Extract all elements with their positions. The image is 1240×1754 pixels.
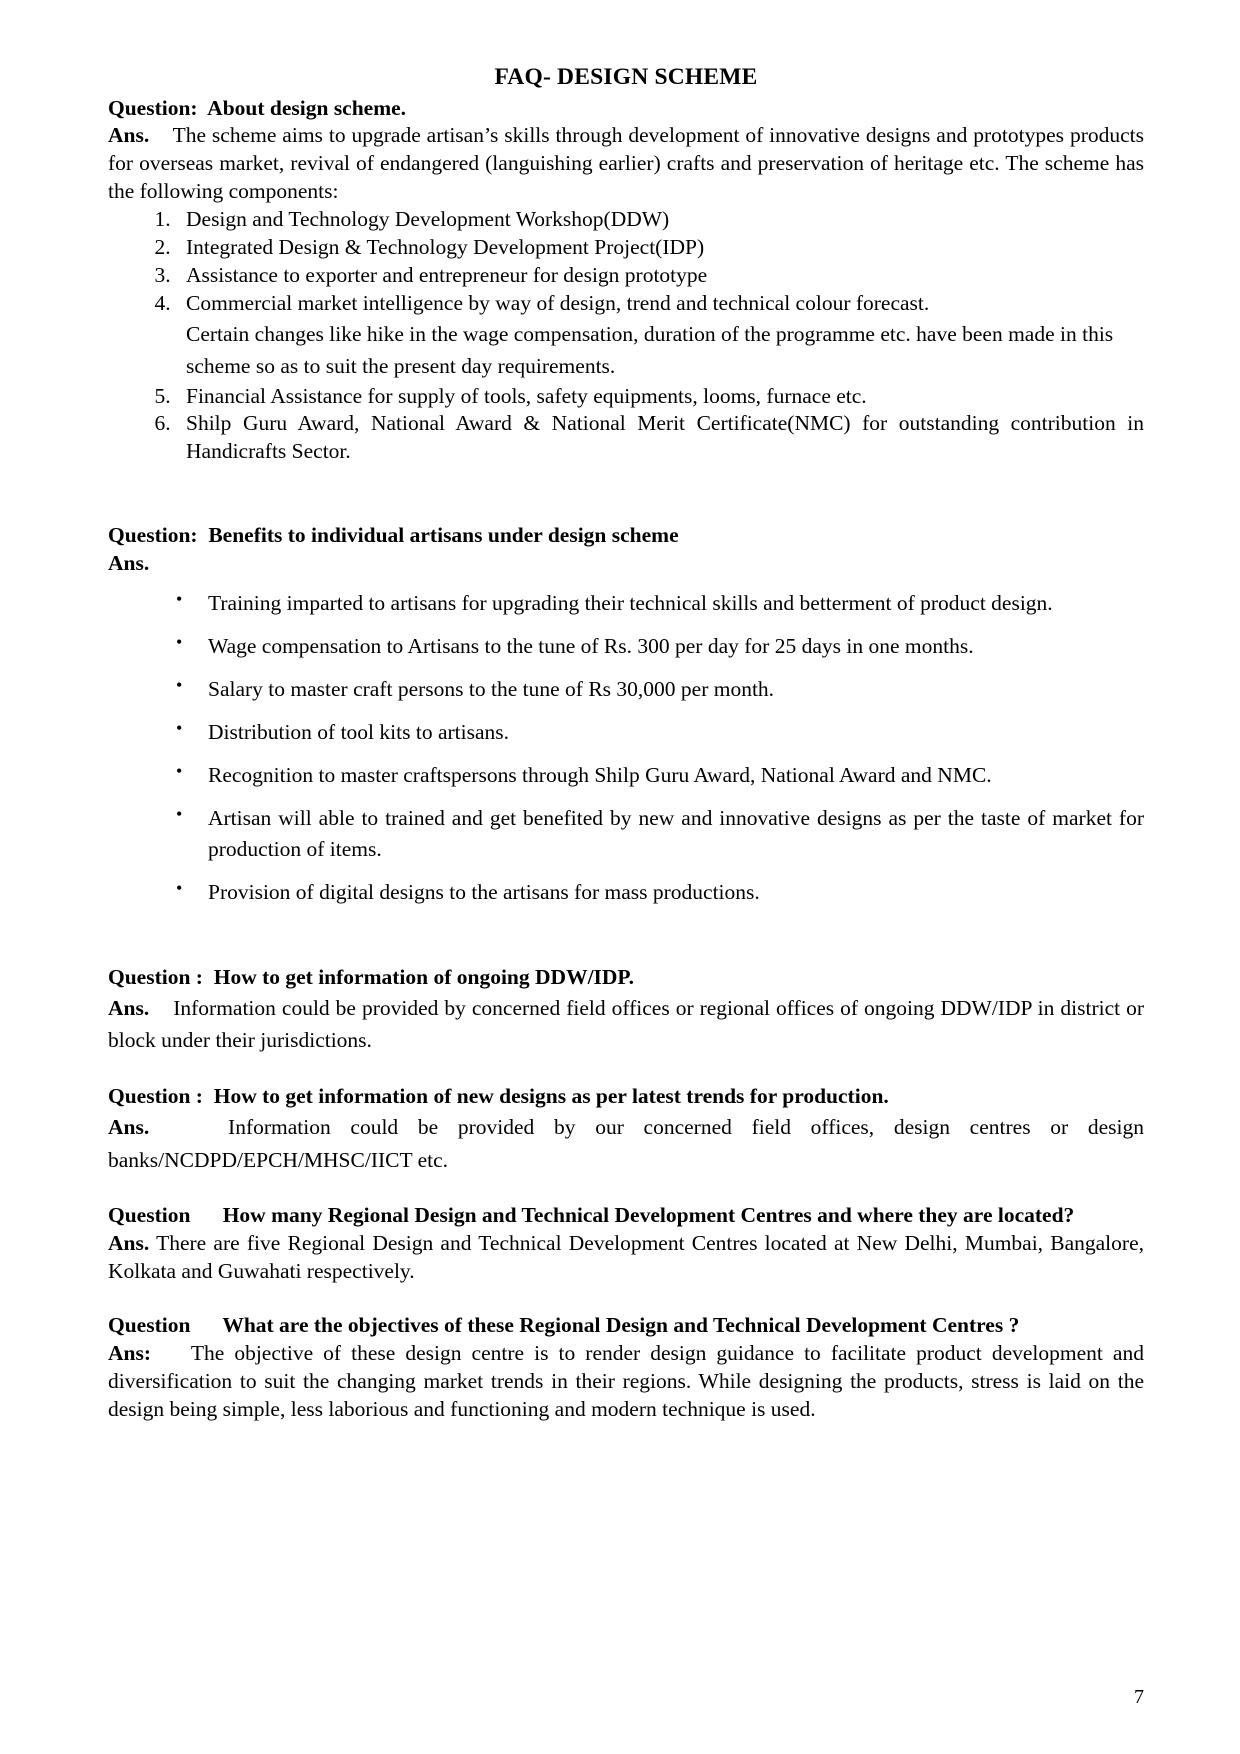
question-heading-2 bbox=[108, 522, 1144, 550]
question-text: How to get information of new designs as per latest trends for production. bbox=[213, 1084, 889, 1109]
list-item bbox=[176, 206, 1144, 234]
question-heading-4 bbox=[108, 1083, 1144, 1111]
list-item bbox=[176, 262, 1144, 290]
page-number: 7 bbox=[1134, 1686, 1144, 1708]
question-text: How many Regional Design and Technical Development Centres and where they are located? bbox=[222, 1203, 1075, 1228]
list-item bbox=[176, 383, 1144, 411]
answer-text: The scheme aims to upgrade artisan’s skills through development of innovative designs and prototypes products for overseas market, revival of endangered (languishing earlier) crafts and preservation of heritage etc. The scheme has the following components: bbox=[108, 123, 1144, 204]
list-item-text: Integrated Design & Technology Development Project(IDP) bbox=[186, 235, 705, 260]
answer-text: Information could be provided by our concerned field offices, design centres or design banks/NCDPD/EPCH/MHSC/IICT etc. bbox=[108, 1115, 1144, 1172]
question-label: Question : bbox=[108, 1084, 203, 1109]
question-text: What are the objectives of these Regional Design and Technical Development Centres ? bbox=[222, 1313, 1020, 1338]
question-text: How to get information of ongoing DDW/IDP. bbox=[213, 964, 634, 989]
question-label: Question: bbox=[108, 523, 198, 548]
answer-label: Ans. bbox=[108, 1115, 150, 1140]
scheme-components-list bbox=[108, 206, 1144, 466]
answer-label: Ans. bbox=[108, 995, 150, 1020]
answer-paragraph-3 bbox=[108, 992, 1144, 1057]
question-heading-1 bbox=[108, 95, 1144, 123]
question-label: Question: bbox=[108, 95, 198, 120]
spacer bbox=[108, 1057, 1144, 1083]
list-item-text: Training imparted to artisans for upgrading their technical skills and betterment of product design. bbox=[208, 591, 1053, 616]
benefits-list bbox=[108, 588, 1144, 908]
list-item bbox=[176, 290, 1144, 382]
spacer bbox=[108, 908, 1144, 964]
question-label: Question bbox=[108, 1313, 191, 1338]
list-item-text: Shilp Guru Award, National Award & National Merit Certificate(NMC) for outstanding contribution in Handicrafts Sector. bbox=[186, 411, 1144, 464]
list-item-text: Provision of digital designs to the artisans for mass productions. bbox=[208, 879, 760, 904]
page-title: FAQ- DESIGN SCHEME bbox=[494, 64, 758, 90]
list-item bbox=[176, 803, 1144, 865]
question-heading-6 bbox=[108, 1312, 1144, 1340]
list-item bbox=[176, 877, 1144, 908]
answer-text: Information could be provided by concerned field offices or regional offices of ongoing DDW/IDP in district or block under their jurisdictions. bbox=[108, 995, 1144, 1053]
question-label: Question bbox=[108, 1203, 191, 1228]
answer-label-2: Ans. bbox=[108, 551, 150, 576]
list-item-text: Assistance to exporter and entrepreneur for design prototype bbox=[186, 263, 708, 288]
question-text: Benefits to individual artisans under design scheme bbox=[208, 523, 679, 548]
answer-paragraph-6 bbox=[108, 1340, 1144, 1424]
question-label: Question : bbox=[108, 964, 203, 989]
list-item bbox=[176, 410, 1144, 466]
list-item-text: Recognition to master craftspersons through Shilp Guru Award, National Award and NMC. bbox=[208, 763, 992, 788]
answer-label: Ans. bbox=[108, 1231, 150, 1256]
question-text: About design scheme. bbox=[207, 95, 407, 120]
list-item bbox=[176, 588, 1144, 619]
answer-paragraph-4 bbox=[108, 1111, 1144, 1176]
list-item bbox=[176, 674, 1144, 705]
question-heading-3 bbox=[108, 964, 1144, 992]
list-item-text: Salary to master craft persons to the tune of Rs 30,000 per month. bbox=[208, 677, 775, 702]
list-item-text: Distribution of tool kits to artisans. bbox=[208, 720, 509, 745]
list-item bbox=[176, 760, 1144, 791]
list-item bbox=[176, 631, 1144, 662]
spacer bbox=[108, 1176, 1144, 1202]
spacer bbox=[108, 578, 1144, 588]
answer-label: Ans. bbox=[108, 123, 150, 148]
list-item-text: Artisan will able to trained and get benefited by new and innovative designs as per the taste of market for production of items. bbox=[208, 806, 1144, 861]
answer-paragraph-5 bbox=[108, 1230, 1144, 1286]
answer-paragraph-1 bbox=[108, 122, 1144, 206]
question-heading-5 bbox=[108, 1202, 1144, 1230]
list-item bbox=[176, 234, 1144, 262]
answer-label: Ans: bbox=[108, 1341, 152, 1366]
answer-text: The objective of these design centre is to render design guidance to facilitate product development and diversification to suit the changing market trends in their regions. While designing the products, stress is laid on the design being simple, less laborious and functioning and modern technique is used. bbox=[108, 1341, 1144, 1422]
list-item-text: Financial Assistance for supply of tools, safety equipments, looms, furnace etc. bbox=[186, 383, 867, 408]
list-item bbox=[176, 717, 1144, 748]
list-item-text: Design and Technology Development Workshop(DDW) bbox=[186, 207, 670, 232]
spacer bbox=[108, 1286, 1144, 1312]
list-item-text: Commercial market intelligence by way of design, trend and technical colour forecast. bbox=[186, 291, 930, 316]
list-item-continuation: Certain changes like hike in the wage compensation, duration of the programme etc. have been made in this scheme so as to suit the present day requirements. bbox=[186, 322, 1114, 379]
list-item-text: Wage compensation to Artisans to the tune of Rs. 300 per day for 25 days in one months. bbox=[208, 634, 974, 659]
spacer bbox=[108, 466, 1144, 522]
answer-text: There are five Regional Design and Technical Development Centres located at New Delhi, Mumbai, Bangalore, Kolkata and Guwahati respectively. bbox=[108, 1231, 1144, 1284]
